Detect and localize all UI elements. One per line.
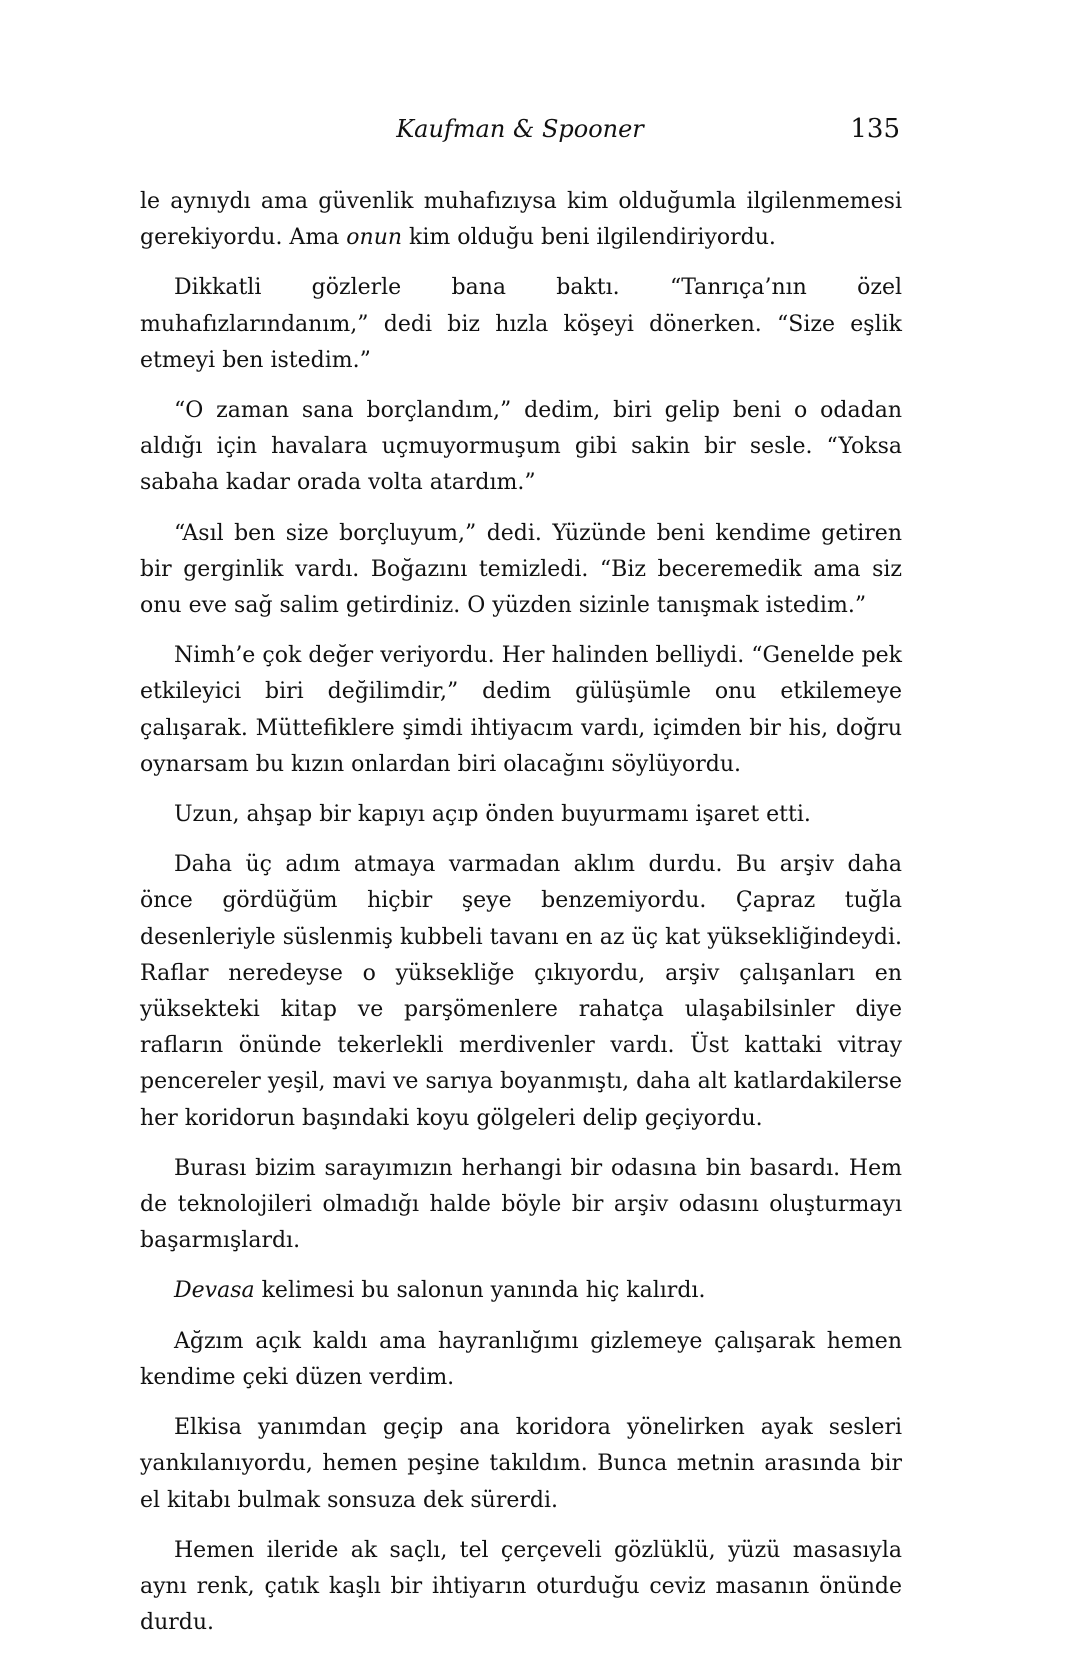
paragraph [140,516,902,625]
paragraph-text: Ağzım açık kaldı ama hayranlığımı gizlemeye çalışarak hemen kendime çeki düzen verdim. [140,1328,902,1390]
body-text [140,184,902,1655]
paragraph-text: le aynıydı ama güvenlik muhafızıysa kim olduğumla ilgilenmemesi gerekiyordu. Ama [140,189,902,251]
paragraph-text: “Asıl ben size borçluyum,” dedi. Yüzünde beni kendime getiren bir gerginlik vardı. Boğazını temizledi. “Biz beceremedik ama siz onu eve sağ salim getirdiniz. O yüzden sizinle tanışmak istedim.” [140,520,902,619]
paragraph [140,797,902,833]
paragraph [140,270,902,379]
running-head-title: Kaufman & Spooner [396,115,644,143]
paragraph [140,1273,902,1309]
paragraph-text: kelimesi bu salonun yanında hiç kalırdı. [254,1278,706,1304]
paragraph-text: Uzun, ahşap bir kapıyı açıp önden buyurmamı işaret etti. [174,802,811,828]
paragraph-text: Burası bizim sarayımızın herhangi bir odasına bin basardı. Hem de teknolojileri olmadığı halde böyle bir arşiv odasını oluşturmayı başarmışlardı. [140,1155,902,1254]
paragraph-text: Hemen ileride ak saçlı, tel çerçeveli gözlüklü, yüzü masasıyla aynı renk, çatık kaşlı bir ihtiyarın oturduğu ceviz masanın önünde durdu. [140,1537,902,1636]
paragraph-text: kim olduğu beni ilgilendiriyordu. [402,225,776,251]
paragraph-text: “O zaman sana borçlandım,” dedim, biri gelip beni o odadan aldığı için havalara uçmuyormuşum gibi sakin bir sesle. “Yoksa sabaha kadar orada volta atardım.” [140,398,902,496]
paragraph-text: Daha üç adım atmaya varmadan aklım durdu. Bu arşiv daha önce gördüğüm hiçbir şeye benzemiyordu. Çapraz tuğla desenleriyle süslenmiş kubbeli tavanı en az üç kat yüksekliğindeydi. Raflar neredeyse o yüksekliğe çıkıyordu, arşiv çalışanları en yüksekteki kitap ve parşömenlere rahatça ulaşabilsinler diye rafların önünde tekerlekli merdivenler vardı. Üst kattaki vitray pencereler yeşil, mavi ve sarıya boyanmıştı, daha alt katlardakilerse her koridorun başındaki koyu gölgeleri delip geçiyordu. [140,852,902,1131]
paragraph [140,1151,902,1260]
paragraph [140,1324,902,1396]
paragraph [140,1410,902,1519]
emphasis-text: onun [346,225,403,251]
paragraph-text: Elkisa yanımdan geçip ana koridora yönelirken ayak sesleri yankılanıyordu, hemen peşine takıldım. Bunca metnin arasında bir el kitabı bulmak sonsuza dek sürerdi. [140,1415,902,1513]
page-number: 135 [850,114,900,144]
paragraph [140,393,902,502]
paragraph [140,184,902,256]
paragraph-text: Nimh’e çok değer veriyordu. Her halinden belliydi. “Genelde pek etkileyici biri değilimdir,” dedim gülüşümle onu etkilemeye çalışarak. Müttefiklere şimdi ihtiyacım vardı, içimden bir his, doğru oynarsam bu kızın onlardan biri olacağını söylüyordu. [140,643,902,777]
paragraph [140,847,902,1137]
paragraph [140,1533,902,1642]
paragraph-text: Dikkatli gözlerle bana baktı. “Tanrıça’nın özel muhafızlarındanım,” dedi biz hızla köşeyi dönerken. “Size eşlik etmeyi ben istedim.” [140,275,902,373]
emphasis-text: Devasa [174,1278,255,1304]
paragraph [140,638,902,783]
running-head [140,114,900,154]
